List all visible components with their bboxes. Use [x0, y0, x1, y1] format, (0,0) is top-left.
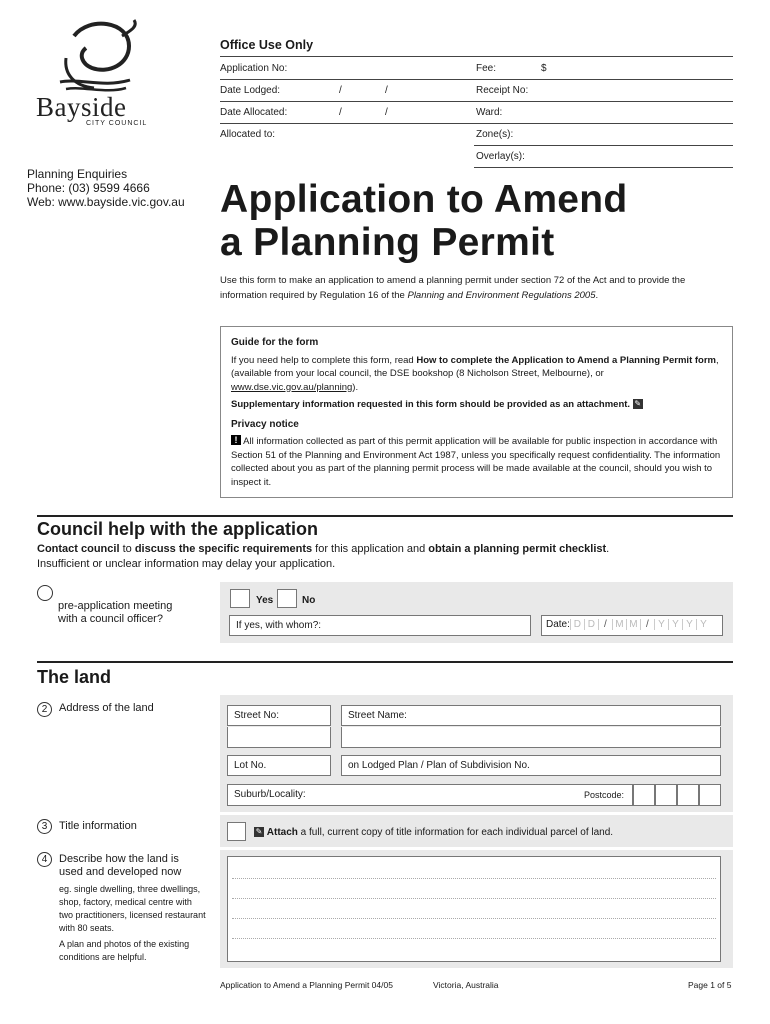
council-help-line-1 [37, 542, 609, 557]
section-rule [37, 515, 733, 517]
footer-page: Page 1 of 5 [688, 980, 732, 990]
title-info-label: Title information [59, 820, 137, 832]
enquiries-phone: Phone: (03) 9599 4666 [27, 181, 150, 195]
describe-line-2: used and developed now [59, 866, 182, 878]
obtain-checklist: obtain a planning permit checklist [428, 543, 607, 555]
postcode-digit[interactable] [633, 784, 655, 806]
council-to: to [119, 543, 135, 555]
describe-example [59, 883, 206, 935]
title-line-1: Application to Amend [220, 178, 628, 221]
intro-text [220, 273, 730, 303]
receipt-no-label: Receipt No: [476, 85, 529, 96]
with-whom-field[interactable]: If yes, with whom?: [229, 615, 531, 636]
plan-note-line-2: conditions are helpful. [59, 952, 147, 962]
council-for: for this application and [312, 543, 429, 555]
describe-land-field[interactable] [227, 856, 721, 962]
overlays-label: Overlay(s): [476, 151, 525, 162]
example-line-1: eg. single dwelling, three dwellings, [59, 884, 201, 894]
date-label: Date: [546, 619, 570, 630]
date-char: D [584, 619, 598, 630]
suburb-label: Suburb/Locality: [234, 789, 306, 800]
address-label: Address of the land [59, 702, 154, 714]
meeting-date-field[interactable] [541, 615, 723, 636]
yes-label: Yes [256, 595, 274, 606]
plan-note-line-1: A plan and photos of the existing [59, 939, 190, 949]
divider [220, 79, 733, 80]
street-no-field[interactable]: Street No: [227, 705, 331, 726]
footer-state: Victoria, Australia [433, 980, 499, 990]
suburb-field[interactable] [227, 784, 633, 806]
land-heading: The land [37, 667, 112, 687]
divider [220, 56, 733, 57]
guide-box [220, 326, 733, 498]
date-allocated-label: Date Allocated: [220, 107, 288, 118]
lodged-plan-field[interactable]: on Lodged Plan / Plan of Subdivision No. [341, 755, 721, 776]
section-rule [37, 661, 733, 663]
divider [220, 123, 733, 124]
describe-line-1: Describe how the land is [59, 853, 179, 865]
council-help-line-2: Insufficient or unclear information may delay your application. [37, 558, 336, 570]
allocated-to-label: Allocated to: [220, 129, 276, 140]
date-placeholder [570, 619, 710, 630]
attach-instruction [254, 826, 613, 839]
application-no-label: Application No: [220, 63, 288, 74]
postcode-digit[interactable] [655, 784, 677, 806]
title-attach-checkbox[interactable] [227, 822, 246, 841]
date-slash: / [385, 85, 388, 96]
date-char: D [570, 619, 584, 630]
enquiries-label: Planning Enquiries [27, 167, 128, 181]
pen-icon: ✎ [255, 827, 263, 837]
ward-label: Ward: [476, 107, 503, 118]
guide-heading: Guide for the form [231, 337, 319, 348]
date-lodged-label: Date Lodged: [220, 85, 281, 96]
no-label: No [302, 595, 316, 606]
writing-line [232, 918, 716, 919]
example-line-2: shop, factory, medical centre with [59, 897, 192, 907]
date-char: / [640, 619, 654, 630]
title-line-2: a Planning Permit [220, 221, 555, 264]
zones-label: Zone(s): [476, 129, 514, 140]
writing-line [232, 938, 716, 939]
intro-body: Use this form to make an application to amend a planning permit under section 72 of the Act and to provide the information required by Regulation 16 of the [220, 275, 686, 301]
date-slash: / [385, 107, 388, 118]
date-char: M [612, 619, 626, 630]
divider [474, 145, 733, 146]
fee-label: Fee: [476, 63, 497, 74]
pre-app-line-1: pre-application meeting [58, 600, 173, 612]
divider [474, 167, 733, 168]
privacy-paragraph [231, 435, 722, 489]
guide-p1-close: ). [352, 381, 359, 393]
describe-land-label [59, 853, 181, 879]
question-1-circle [37, 585, 53, 601]
no-checkbox[interactable] [277, 589, 297, 608]
street-name-field[interactable]: Street Name: [341, 705, 721, 726]
pen-icon: ✎ [634, 399, 642, 409]
discuss-requirements: discuss the specific requirements [134, 543, 313, 555]
date-slash: / [339, 85, 342, 96]
divider [220, 101, 733, 102]
date-char: Y [668, 619, 682, 630]
pre-application-label [58, 600, 172, 626]
planning-enquiries [27, 167, 185, 209]
logo-wordmark: Bayside [36, 92, 127, 122]
council-period: . [606, 543, 610, 555]
fee-dollar: $ [541, 63, 547, 74]
guide-paragraph [231, 354, 722, 395]
page-title [220, 178, 628, 264]
supplementary-note [231, 398, 722, 412]
describe-plan-note [59, 938, 189, 964]
question-4-number: 4 [37, 852, 52, 867]
guide-p1-bold: How to complete the Application to Amend a Planning Permit form [416, 354, 716, 366]
council-help-heading: Council help with the application [37, 519, 319, 539]
date-char: M [626, 619, 640, 630]
intro-regulation: Planning and Environment Regulations 2005 [407, 290, 596, 301]
guide-p1-end: , (available from your local council, the DSE bookshop (8 Nicholson Street, Melbourne), or [231, 354, 719, 379]
pre-app-line-2: with a council officer? [58, 613, 163, 625]
warning-icon: ! [231, 435, 241, 445]
postcode-digit[interactable] [699, 784, 721, 806]
writing-line [232, 878, 716, 879]
date-char: Y [654, 619, 668, 630]
footer-form-name: Application to Amend a Planning Permit 04/05 [220, 980, 393, 990]
attach-text: a full, current copy of title information for each individual parcel of land. [297, 827, 614, 838]
writing-line [232, 898, 716, 899]
example-line-4: with 80 seats. [59, 923, 115, 933]
intro-end: . [595, 290, 599, 301]
question-2-number: 2 [37, 702, 52, 717]
postcode-label: Postcode: [583, 790, 624, 800]
date-char: Y [682, 619, 696, 630]
guide-p1-start: If you need help to complete this form, read [231, 354, 417, 366]
council-help-text [37, 542, 609, 572]
attach-bold: Attach [266, 827, 298, 838]
date-char: Y [696, 619, 710, 630]
enquiries-web: Web: www.bayside.vic.gov.au [27, 195, 185, 209]
logo-subtitle: CITY COUNCIL [86, 120, 148, 127]
question-3-number: 3 [37, 819, 52, 834]
lot-no-field[interactable]: Lot No. [227, 755, 331, 776]
privacy-heading: Privacy notice [231, 418, 299, 430]
street-no-field-extra[interactable] [227, 727, 331, 748]
example-line-3: two practitioners, licensed restaurant [59, 910, 206, 920]
supplementary-text: Supplementary information requested in this form should be provided as an attachment. [231, 399, 631, 410]
date-slash: / [339, 107, 342, 118]
postcode-digit[interactable] [677, 784, 699, 806]
office-use-title: Office Use Only [220, 38, 314, 52]
guide-link[interactable]: www.dse.vic.gov.au/planning [231, 381, 353, 393]
contact-council: Contact council [37, 543, 120, 555]
date-char: / [598, 619, 612, 630]
street-name-field-extra[interactable] [341, 727, 721, 748]
privacy-text: All information collected as part of this permit application will be available for public inspection in accordance with Section 51 of the Planning and Environment Act 1987, unless you specifically request confidentiality. The information collected about you as part of the planning permit process will be made available at the council, should you wish to inspect it. [231, 436, 721, 488]
yes-checkbox[interactable] [230, 589, 250, 608]
